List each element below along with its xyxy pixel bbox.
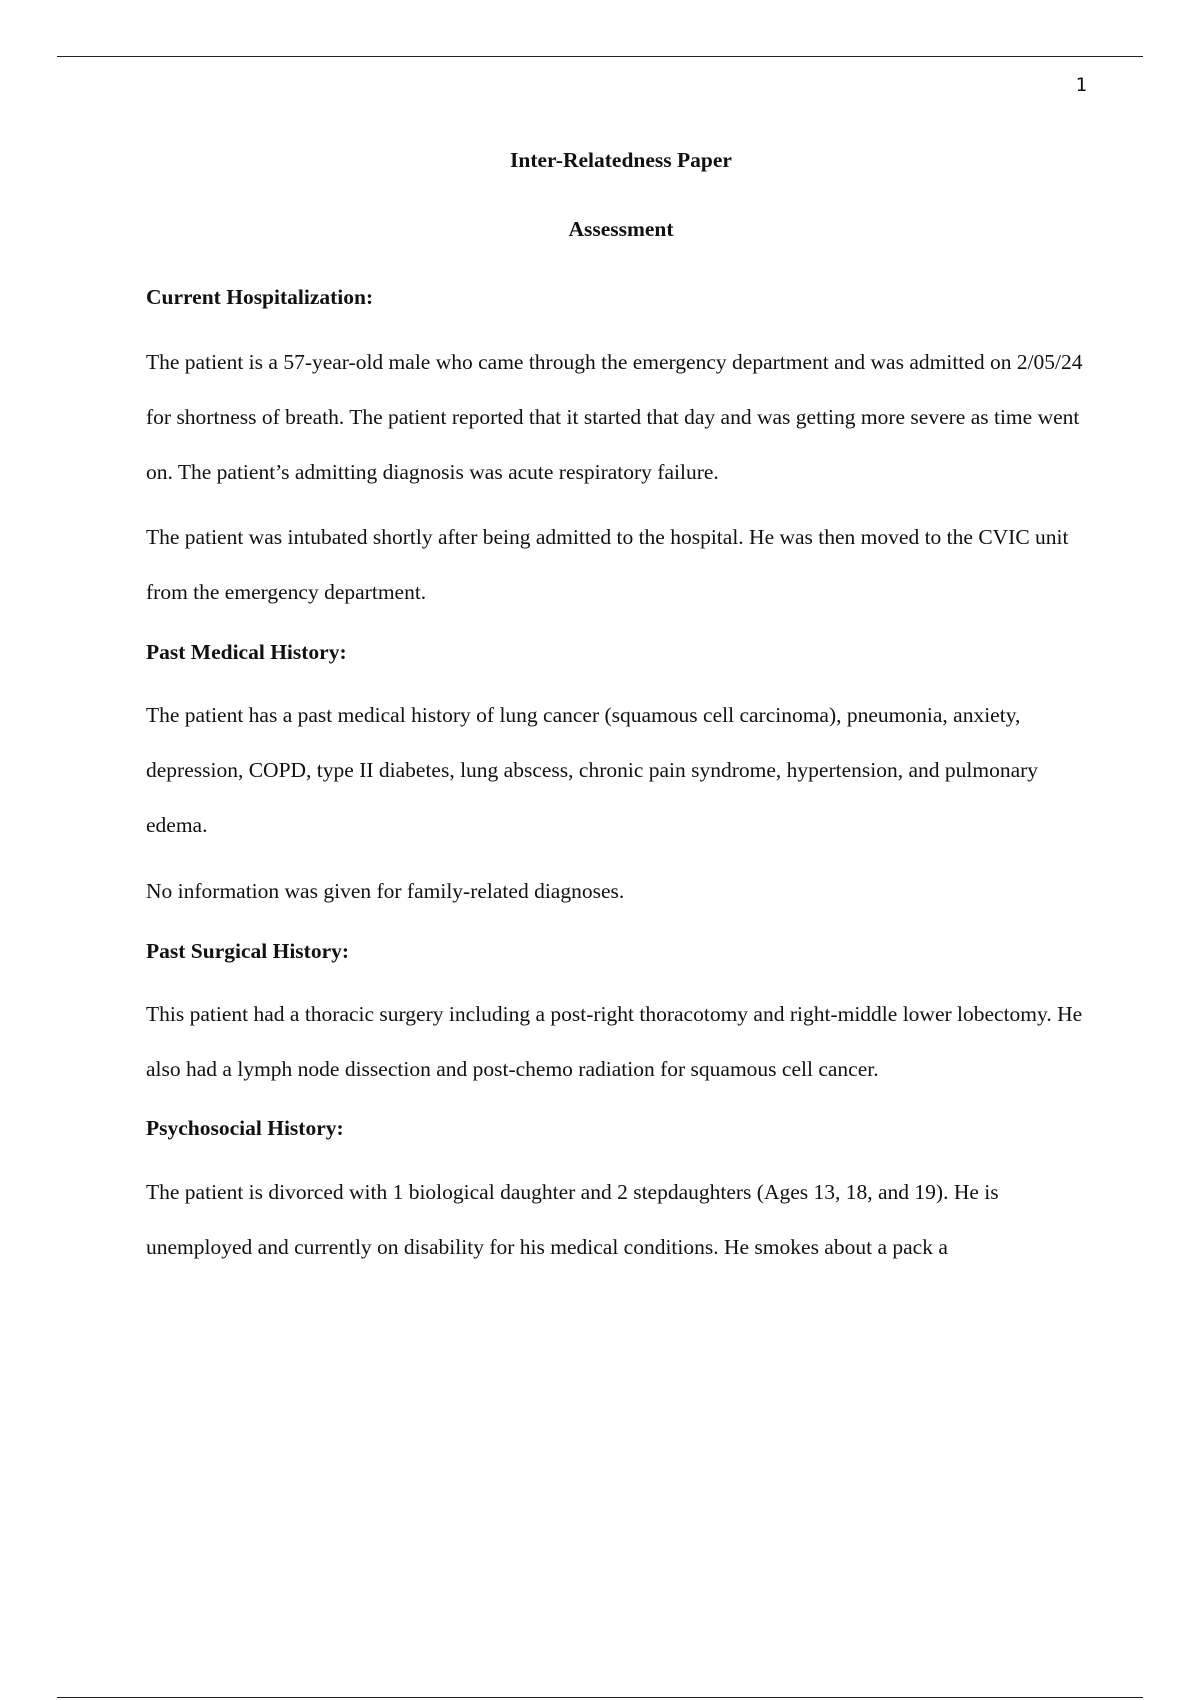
paragraph: The patient is divorced with 1 biological daughter and 2 stepdaughters (Ages 13, 18, and 19). He is unemployed and currently on disability for his medical conditions. He smokes about a pack a bbox=[146, 1180, 999, 1259]
paragraph: The patient is a 57-year-old male who came through the emergency department and was admitted on 2/05/24 for shortness of breath. The patient reported that it started that day and was getting more severe as time went on. The patient’s admitting diagnosis was acute respiratory failure. bbox=[146, 350, 1083, 484]
section-past-surgical-history bbox=[146, 933, 1096, 1097]
section-current-hospitalization bbox=[146, 279, 1096, 620]
section-heading: Psychosocial History: bbox=[146, 1116, 344, 1140]
document-subtitle: Assessment bbox=[568, 217, 674, 241]
paragraph: This patient had a thoracic surgery including a post-right thoracotomy and right-middle lower lobectomy. He also had a lymph node dissection and post-chemo radiation for squamous cell cancer. bbox=[146, 1002, 1083, 1081]
section-heading: Past Medical History: bbox=[146, 640, 347, 664]
paragraph: The patient was intubated shortly after being admitted to the hospital. He was then moved to the CVIC unit from the emergency department. bbox=[146, 525, 1069, 604]
section-heading: Current Hospitalization: bbox=[146, 285, 374, 309]
section-past-medical-history bbox=[146, 634, 1096, 919]
header-rule bbox=[57, 56, 1143, 57]
footer-rule bbox=[57, 1697, 1143, 1698]
page-number: 1 bbox=[1075, 74, 1087, 96]
document-body bbox=[146, 142, 1096, 1275]
paragraph: No information was given for family-related diagnoses. bbox=[146, 879, 625, 903]
section-psychosocial-history bbox=[146, 1110, 1096, 1275]
section-heading: Past Surgical History: bbox=[146, 939, 350, 963]
paragraph: The patient has a past medical history of lung cancer (squamous cell carcinoma), pneumonia, anxiety, depression, COPD, type II diabetes, lung abscess, chronic pain syndrome, hypertension, and pulmonary edema. bbox=[146, 703, 1039, 837]
document-title: Inter-Relatedness Paper bbox=[510, 148, 732, 172]
